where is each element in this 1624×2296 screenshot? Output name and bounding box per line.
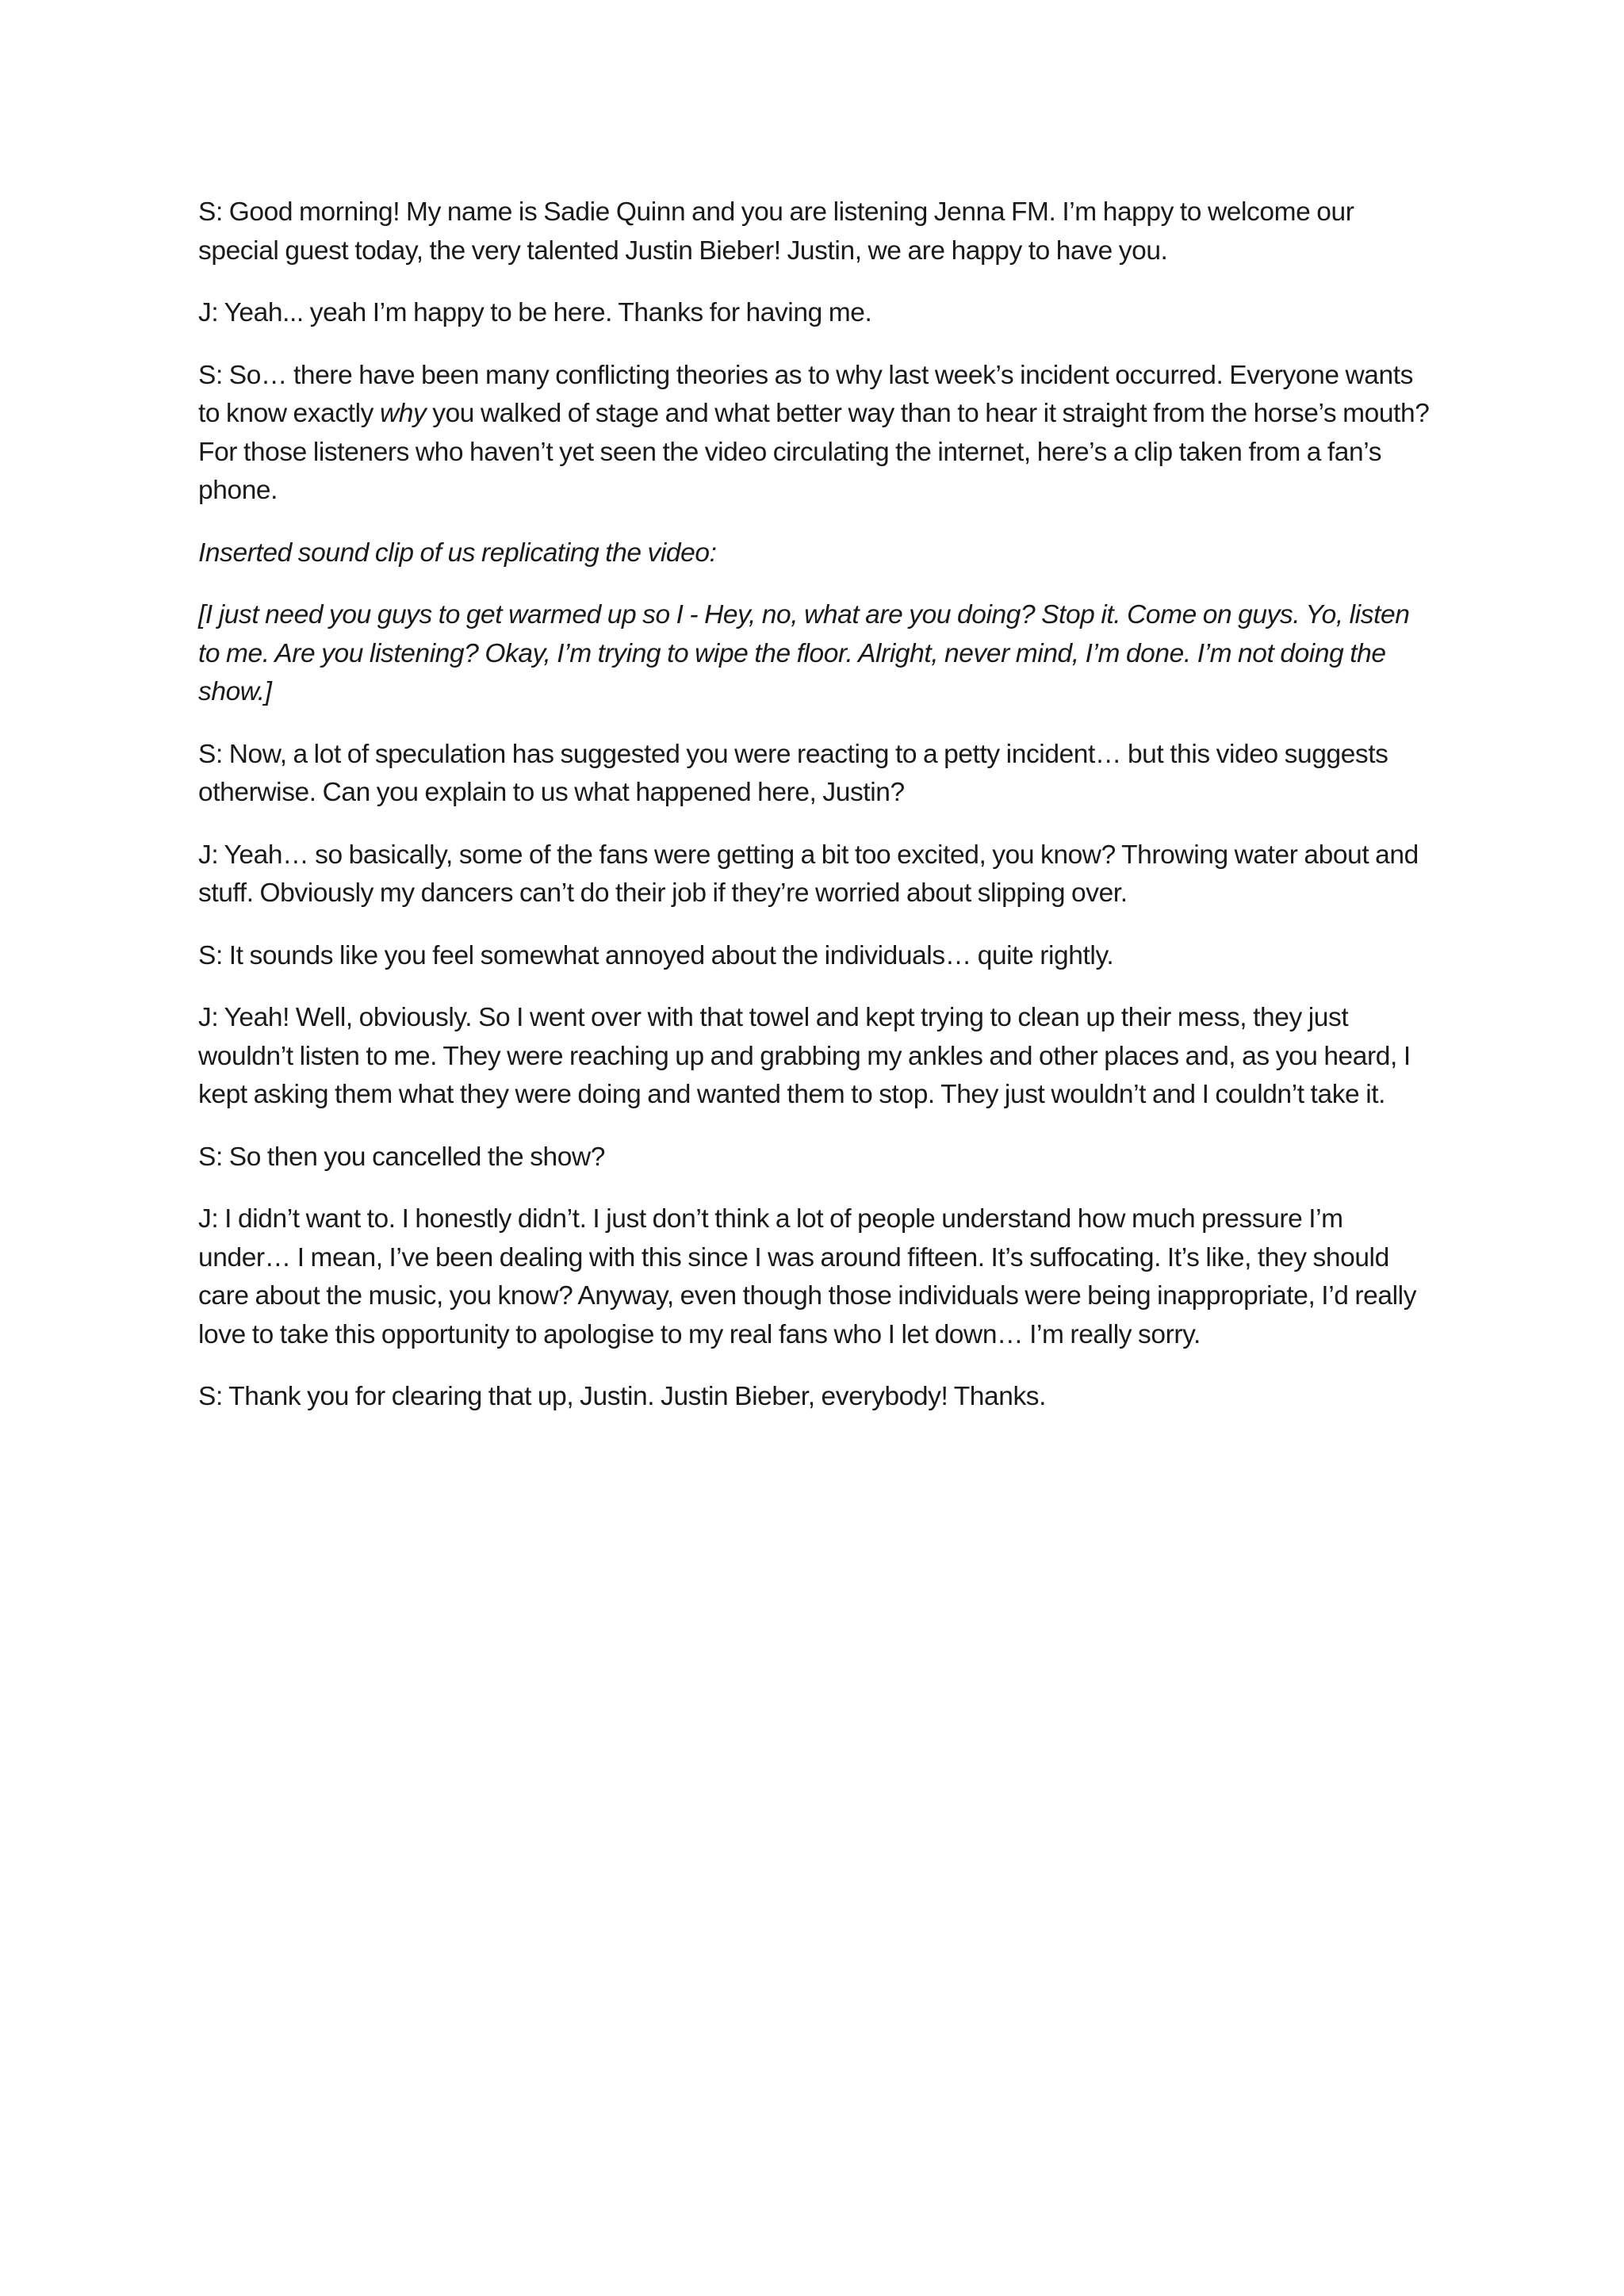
paragraph-text: S: It sounds like you feel somewhat annoyed about the individuals… quite rightly. — [198, 940, 1114, 970]
paragraph-text: J: Yeah... yeah I’m happy to be here. Thanks for having me. — [198, 298, 872, 327]
paragraph-text: [I just need you guys to get warmed up so I - Hey, no, what are you doing? Stop it. Come on guys. Yo, listen to me. Are you listening? Okay, I’m trying to wipe the floor. Alright, never mind, I’m done. I’m not doing the show.] — [198, 600, 1410, 706]
paragraph-text: J: Yeah… so basically, some of the fans were getting a bit too excited, you know? Throwing water about and stuff. Obviously my dancers can’t do their job if they’re worried about slipping over. — [198, 840, 1419, 908]
paragraph-text: S: So then you cancelled the show? — [198, 1142, 606, 1172]
paragraph-text: J: I didn’t want to. I honestly didn’t. I just don’t think a lot of people understand how much pressure I’m under… I mean, I’ve been dealing with this since I was around fifteen. It’s suffocating. It’s like, they should care about the music, you know? Anyway, even though those individuals were being inappropriate, I’d really love to take this opportunity to apologise to my real fans who I let down… I’m really sorry. — [198, 1204, 1417, 1349]
paragraph-closing — [198, 1378, 1435, 1417]
paragraph-clip-intro — [198, 534, 1435, 573]
paragraph-towel — [198, 999, 1435, 1115]
paragraph-speculation — [198, 736, 1435, 813]
emphasis-text: why — [379, 399, 427, 428]
paragraph-text: Inserted sound clip of us replicating the video: — [198, 538, 717, 568]
paragraph-text: S: Now, a lot of speculation has suggested you were reacting to a petty incident… but this video suggests otherwise. Can you explain to us what happened here, Justin? — [198, 739, 1388, 807]
paragraph-annoyed — [198, 937, 1435, 976]
paragraph-clip-transcript — [198, 596, 1435, 712]
paragraph-apology — [198, 1200, 1435, 1354]
paragraph-text: J: Yeah! Well, obviously. So I went over with that towel and kept trying to clean up their mess, they just wouldn’t listen to me. They were reaching up and grabbing my ankles and other places and, as you heard, I kept asking them what they were doing and wanted them to stop. They just wouldn’t and I couldn’t take it. — [198, 1003, 1411, 1109]
paragraph-cancelled — [198, 1138, 1435, 1177]
paragraph-text: S: Thank you for clearing that up, Justin. Justin Bieber, everybody! Thanks. — [198, 1382, 1047, 1411]
paragraph-text: S: So… there have been many conflicting theories as to why last week’s incident occurred. Everyone wants to know exactly — [198, 360, 1413, 428]
paragraph-incident-question — [198, 357, 1435, 511]
paragraph-justin-reply — [198, 294, 1435, 333]
paragraph-fans-excited — [198, 836, 1435, 913]
paragraph-greeting — [198, 193, 1435, 270]
paragraph-text: you walked of stage and what better way than to hear it straight from the horse’s mouth? For those listeners who haven’t yet seen the video circulating the internet, here’s a clip taken from a fan’s phone. — [198, 399, 1430, 505]
document-body — [198, 193, 1435, 1441]
paragraph-text: S: Good morning! My name is Sadie Quinn and you are listening Jenna FM. I’m happy to welcome our special guest today, the very talented Justin Bieber! Justin, we are happy to have you. — [198, 197, 1354, 266]
